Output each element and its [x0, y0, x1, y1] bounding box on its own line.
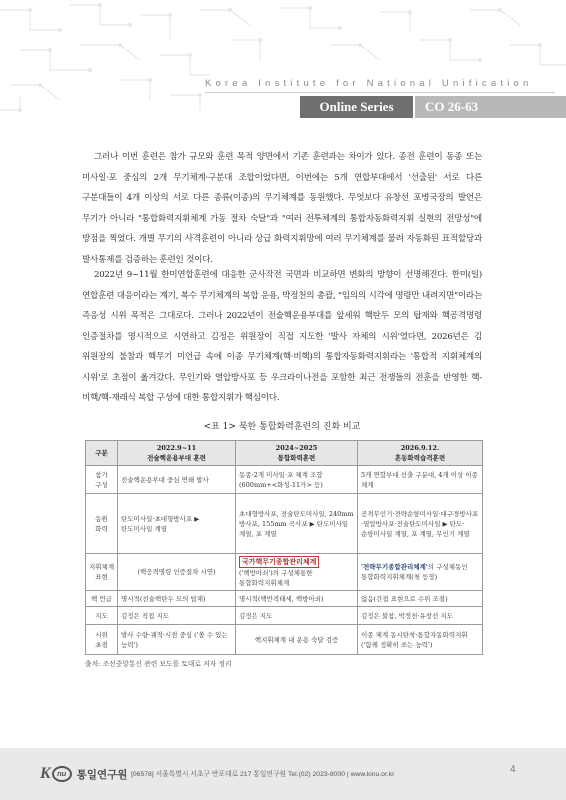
table-row	[86, 591, 483, 607]
table-row	[86, 554, 483, 591]
table-source-note: 출처: 조선중앙통신 관련 보도를 토대로 저자 정리	[85, 660, 232, 668]
row-label-guidance: 지도	[86, 607, 118, 625]
table-row	[86, 625, 483, 655]
header-2022-name: 전술핵운용부대 훈련	[147, 454, 206, 462]
body-paragraph-2: 2022년 9~11월 한미연합훈련에 대응한 군사작전 국면과 비교하면 변화의 방향이 선명해진다. 한미(일) 연합훈련 대응이라는 계기, 복수 무기체계의 복합 운용, 박정천의 총괄, "임의의 시각에 명령만 내려지면"이라는 즉응성 시위 목적은 그대로다. 그러나 2022년이 전술핵운용부대를 앞세워 핵탄두 모의 탑재와 핵공격명령 인증절차를 명시적으로 시연하고 김정은 위원장이 직접 지도한 '발사 자체의 시위'였다면, 2026년은 김 위원장의 불참과 핵무기 미언급 속에 이종 무기체계(핵·비핵)의 통합자동화력지휘라는 '통합적 지휘체계의 시위'로 초점이 옮겨갔다. 무인기와 열압방사포 등 우크라이나전을 포함한 최근 전쟁들의 전훈을 반영한 핵-비핵/핵-재래식 복합 구성에 대한 통합지휘가 핵심이다.	[82, 270, 482, 403]
cell-2022-command: (핵공격명령 인증절차 시연)	[118, 554, 236, 591]
header-2022	[118, 441, 236, 466]
cell-2024-nuclear-mention: 명시적(핵반격태세, 핵방아쇠)	[236, 591, 358, 607]
row-label-nuclear-mention: 핵 언급	[86, 591, 118, 607]
cell-2022-nuclear-mention: 명시적(전술핵탄두 모의 탑재)	[118, 591, 236, 607]
cell-2026-firepower: 공격무인기·전략순항미사일·대구경방사포·열압방사포·전술탄도미사일 ▶ 탄도·순항미사일 계열, 포 계열, 무인기 계열	[358, 494, 483, 554]
cell-2024-command	[236, 554, 358, 591]
table-caption: <표 1> 북한 통합화력훈련의 진화 비교	[203, 422, 361, 432]
header-2026-date: 2026.9.12.	[400, 444, 440, 452]
table-header-row	[86, 441, 483, 466]
cell-2024-focus: 핵지휘체계 내 운용 숙달 검증	[236, 625, 358, 655]
cell-2026-nuclear-mention: 없음(간접 표현으로 수위 조절)	[358, 591, 483, 607]
header-2026-name: 혼동화력습격훈련	[394, 454, 446, 462]
footer-address: [06578] 서울특별시 서초구 반포대로 217 통일연구원 Tel.(02) 2023-8000 | www.kinu.or.kr	[131, 771, 395, 778]
org-name: 통일연구원	[76, 768, 128, 781]
table-row	[86, 466, 483, 494]
row-label-command-line1: 지휘체계	[89, 563, 115, 571]
highlight-nuclear-system: 국가핵무기종합관리체계	[239, 556, 319, 568]
logo-letter-k: K	[40, 765, 51, 782]
body-paragraph-1: 그러나 이번 훈련은 참가 규모와 훈련 목적 양면에서 기존 훈련과는 차이가 있다. 종전 훈련이 동종 또는 미사일·포 중심의 2개 무기체계·구분대 조합이었다면, 이번에는 5개 연합부대에서 '선출된' 서로 다른 구분대들이 4개 이상의 서로 다른 종류(이종)의 무기체계를 동원했다. 무엇보다 유창선 포병국장의 발언은 무기가 아니라 "통합화력지휘체계 가동 절차 숙달"과 "여러 전투체계의 통합자동화력지휘 실현의 전망성"에 방점을 찍었다. 개별 무기의 사격훈련이 아니라 상급 화력지휘망에 여러 무기체계를 물려 자동화된 표적할당과 발사통제를 검증하는 훈련인 것이다.	[82, 152, 482, 265]
table-row	[86, 607, 483, 625]
header-2024	[236, 441, 358, 466]
header-category: 구분	[86, 441, 118, 466]
cell-2022-guidance: 김정은 직접 지도	[118, 607, 236, 625]
series-code: CO 26-63	[415, 96, 566, 118]
cell-2026-command-rest: 의 구성체동인 통합화력지휘체계(첫 등장)	[361, 563, 468, 581]
page-footer	[0, 748, 566, 800]
cell-2026-participants: 5개 연합부대 선출 구분대, 4개 이상 이종 체계	[358, 466, 483, 494]
cell-2022-participants: 전술핵운용부대 중심 연쇄 발사	[118, 466, 236, 494]
logo-circle-icon: nu	[52, 766, 72, 782]
cell-2026-focus: 이종 체계 동시탄착·통합자동화력지휘('함께 정확히 쏘는 능력')	[358, 625, 483, 655]
cell-2024-participants: 동종·2개 미사일·포 체계 조합 (600mm+<화성-11가> 등)	[236, 466, 358, 494]
cell-2024-command-rest: ('핵방아쇠')의 구성체통한 통합화력지휘체계	[239, 569, 313, 587]
header-divider	[205, 92, 555, 93]
row-label-firepower: 동원 화력	[86, 494, 118, 554]
header-2024-date: 2024~2025	[275, 444, 318, 452]
cell-2022-focus: 발사 수량·궤적·시점 중심 ('쏠 수 있는 능력')	[118, 625, 236, 655]
kinu-logo	[40, 765, 127, 783]
cell-2026-guidance: 김정은 불참, 박정천·유창선 지도	[358, 607, 483, 625]
cell-2024-firepower: 초대형방사포, 전술탄도미사일, 240mm 방사포, 155mm 곡사포 ▶ 탄도미사일 계열, 포 계열	[236, 494, 358, 554]
header-2026	[358, 441, 483, 466]
comparison-table	[85, 440, 483, 655]
header-2024-name: 통합화력훈련	[277, 454, 316, 462]
row-label-command-line2: 표현	[95, 573, 108, 581]
cell-2024-guidance: 김정은 지도	[236, 607, 358, 625]
series-label: Online Series	[300, 96, 413, 118]
row-label-command	[86, 554, 118, 591]
row-label-participants: 참가 구성	[86, 466, 118, 494]
table-row	[86, 494, 483, 554]
page-number: 4	[510, 764, 516, 775]
cell-2022-firepower: 탄도미사일·초대형방사포 ▶ 탄도미사일 계열	[118, 494, 236, 554]
institute-name: Korea Institute for National Unification	[205, 78, 533, 89]
header-2022-date: 2022.9~11	[156, 444, 197, 452]
cell-2026-command	[358, 554, 483, 591]
highlight-strategic-system: '전략무기종합관리체계'	[361, 563, 428, 571]
row-label-focus: 시위 초점	[86, 625, 118, 655]
